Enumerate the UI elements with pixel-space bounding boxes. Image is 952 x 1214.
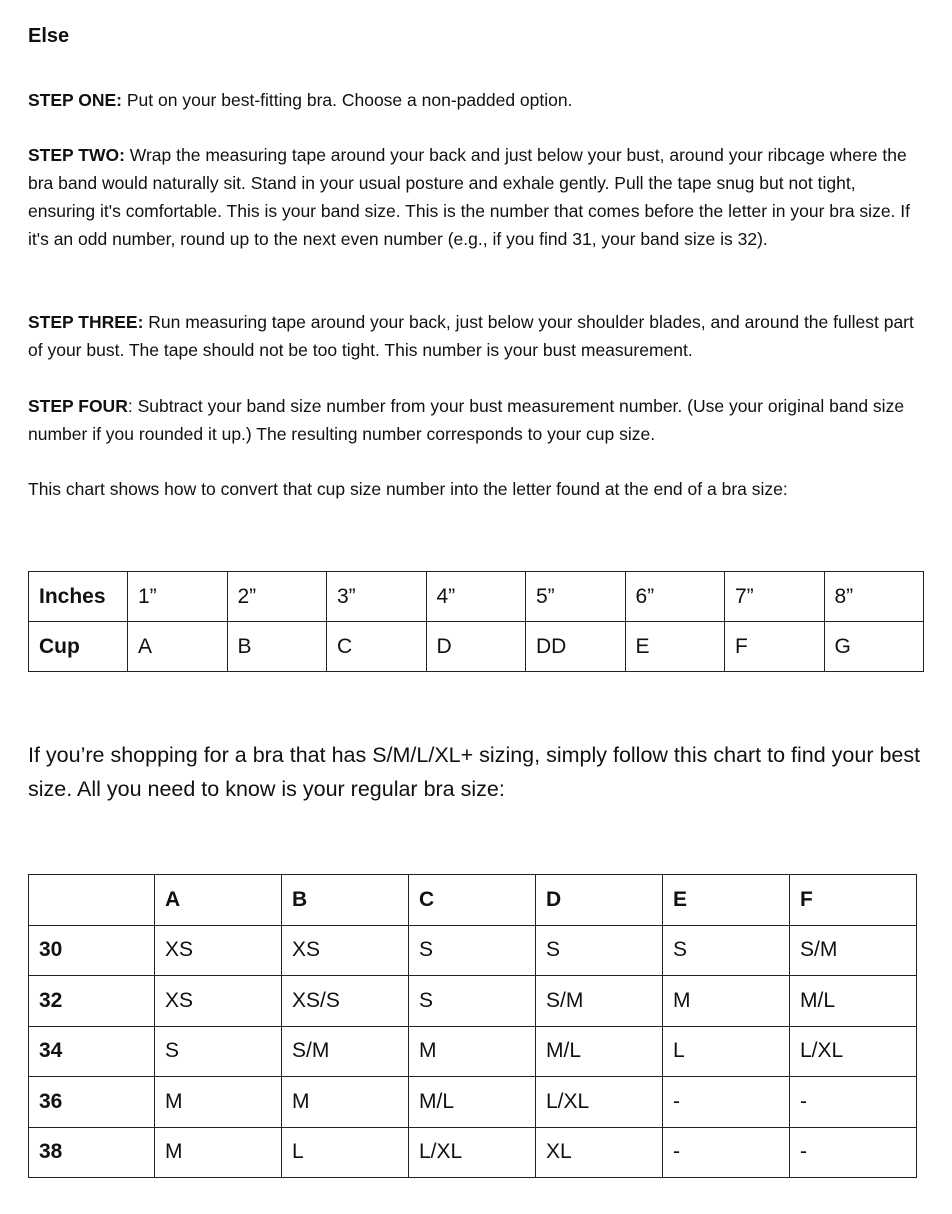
table-cell: 7” <box>725 572 825 622</box>
table-cell: 8” <box>824 572 924 622</box>
table-header-row <box>29 875 917 926</box>
size-cell: L/XL <box>790 1026 917 1077</box>
size-cell: - <box>663 1077 790 1128</box>
size-cell: XS <box>155 976 282 1027</box>
step-one-label: STEP ONE: <box>28 90 123 110</box>
size-cell: S <box>409 925 536 976</box>
table-cell: 5” <box>526 572 626 622</box>
table-cell: G <box>824 622 924 672</box>
table-cell: 2” <box>227 572 327 622</box>
table-cell: A <box>128 622 228 672</box>
band-size-cell: 38 <box>29 1127 155 1178</box>
table-cell: 3” <box>327 572 427 622</box>
size-cell: XS <box>155 925 282 976</box>
step-four-paragraph <box>28 392 924 448</box>
size-cell: M <box>282 1077 409 1128</box>
table-row <box>29 976 917 1027</box>
cup-chart-intro: This chart shows how to convert that cup size number into the letter found at the end of a bra size: <box>28 479 788 499</box>
cup-column-header: C <box>409 875 536 926</box>
size-cell: - <box>790 1127 917 1178</box>
size-cell: S/M <box>790 925 917 976</box>
size-cell: M/L <box>409 1077 536 1128</box>
cup-column-header: D <box>536 875 663 926</box>
size-cell: - <box>790 1077 917 1128</box>
size-cell: L <box>663 1026 790 1077</box>
size-cell: M <box>409 1026 536 1077</box>
band-size-cell: 30 <box>29 925 155 976</box>
size-chart-intro: If you’re shopping for a bra that has S/M/L/XL+ sizing, simply follow this chart to find your best size. All you need to know is your regular bra size: <box>28 743 921 801</box>
bra-size-table <box>28 874 917 1178</box>
size-cell: S/M <box>282 1026 409 1077</box>
table-cell: 6” <box>625 572 725 622</box>
size-cell: M <box>155 1127 282 1178</box>
size-cell: M <box>663 976 790 1027</box>
table-row <box>29 925 917 976</box>
step-one-paragraph <box>28 86 924 114</box>
band-size-cell: 36 <box>29 1077 155 1128</box>
row-header-cell: Inches <box>29 572 128 622</box>
table-row <box>29 1077 917 1128</box>
size-cell: M <box>155 1077 282 1128</box>
cup-conversion-table <box>28 571 924 672</box>
size-cell: S <box>536 925 663 976</box>
step-three-paragraph <box>28 308 924 364</box>
cup-column-header: E <box>663 875 790 926</box>
size-cell: XS <box>282 925 409 976</box>
band-size-cell: 34 <box>29 1026 155 1077</box>
table-cell: 1” <box>128 572 228 622</box>
cup-column-header: A <box>155 875 282 926</box>
step-four-text: : Subtract your band size number from your bust measurement number. (Use your original band size number if you rounded it up.) The resulting number corresponds to your cup size. <box>28 396 905 444</box>
size-cell: XS/S <box>282 976 409 1027</box>
table-cell: C <box>327 622 427 672</box>
step-two-label: STEP TWO: <box>28 145 125 165</box>
size-cell: M/L <box>790 976 917 1027</box>
row-header-cell: Cup <box>29 622 128 672</box>
table-row <box>29 1127 917 1178</box>
step-three-text: Run measuring tape around your back, just below your shoulder blades, and around the fullest part of your bust. The tape should not be too tight. This number is your bust measurement. <box>28 312 914 360</box>
table-cell: D <box>426 622 526 672</box>
size-cell: M/L <box>536 1026 663 1077</box>
size-cell: L/XL <box>409 1127 536 1178</box>
table-row <box>29 1026 917 1077</box>
size-cell: - <box>663 1127 790 1178</box>
section-heading: Else <box>28 25 70 47</box>
band-size-cell: 32 <box>29 976 155 1027</box>
cup-column-header: B <box>282 875 409 926</box>
table-row <box>29 572 924 622</box>
table-cell: B <box>227 622 327 672</box>
corner-cell <box>29 875 155 926</box>
size-cell: S <box>409 976 536 1027</box>
size-cell: L/XL <box>536 1077 663 1128</box>
step-one-text: Put on your best-fitting bra. Choose a non-padded option. <box>122 90 573 110</box>
table-cell: 4” <box>426 572 526 622</box>
size-cell: S <box>663 925 790 976</box>
size-cell: S <box>155 1026 282 1077</box>
cup-column-header: F <box>790 875 917 926</box>
table-cell: DD <box>526 622 626 672</box>
step-four-label: STEP FOUR <box>28 396 128 416</box>
step-three-label: STEP THREE: <box>28 312 144 332</box>
step-two-paragraph <box>28 141 924 253</box>
table-cell: E <box>625 622 725 672</box>
size-cell: L <box>282 1127 409 1178</box>
table-cell: F <box>725 622 825 672</box>
size-cell: S/M <box>536 976 663 1027</box>
table-row <box>29 622 924 672</box>
step-two-text: Wrap the measuring tape around your back and just below your bust, around your ribcage where the bra band would naturally sit. Stand in your usual posture and exhale gently. Pull the tape snug but not tight, ensuring it's comfortable. This is your band size. This is the number that comes before the letter in your bra size. If it's an odd number, round up to the next even number (e.g., if you find 31, your band size is 32). <box>28 145 910 249</box>
size-cell: XL <box>536 1127 663 1178</box>
